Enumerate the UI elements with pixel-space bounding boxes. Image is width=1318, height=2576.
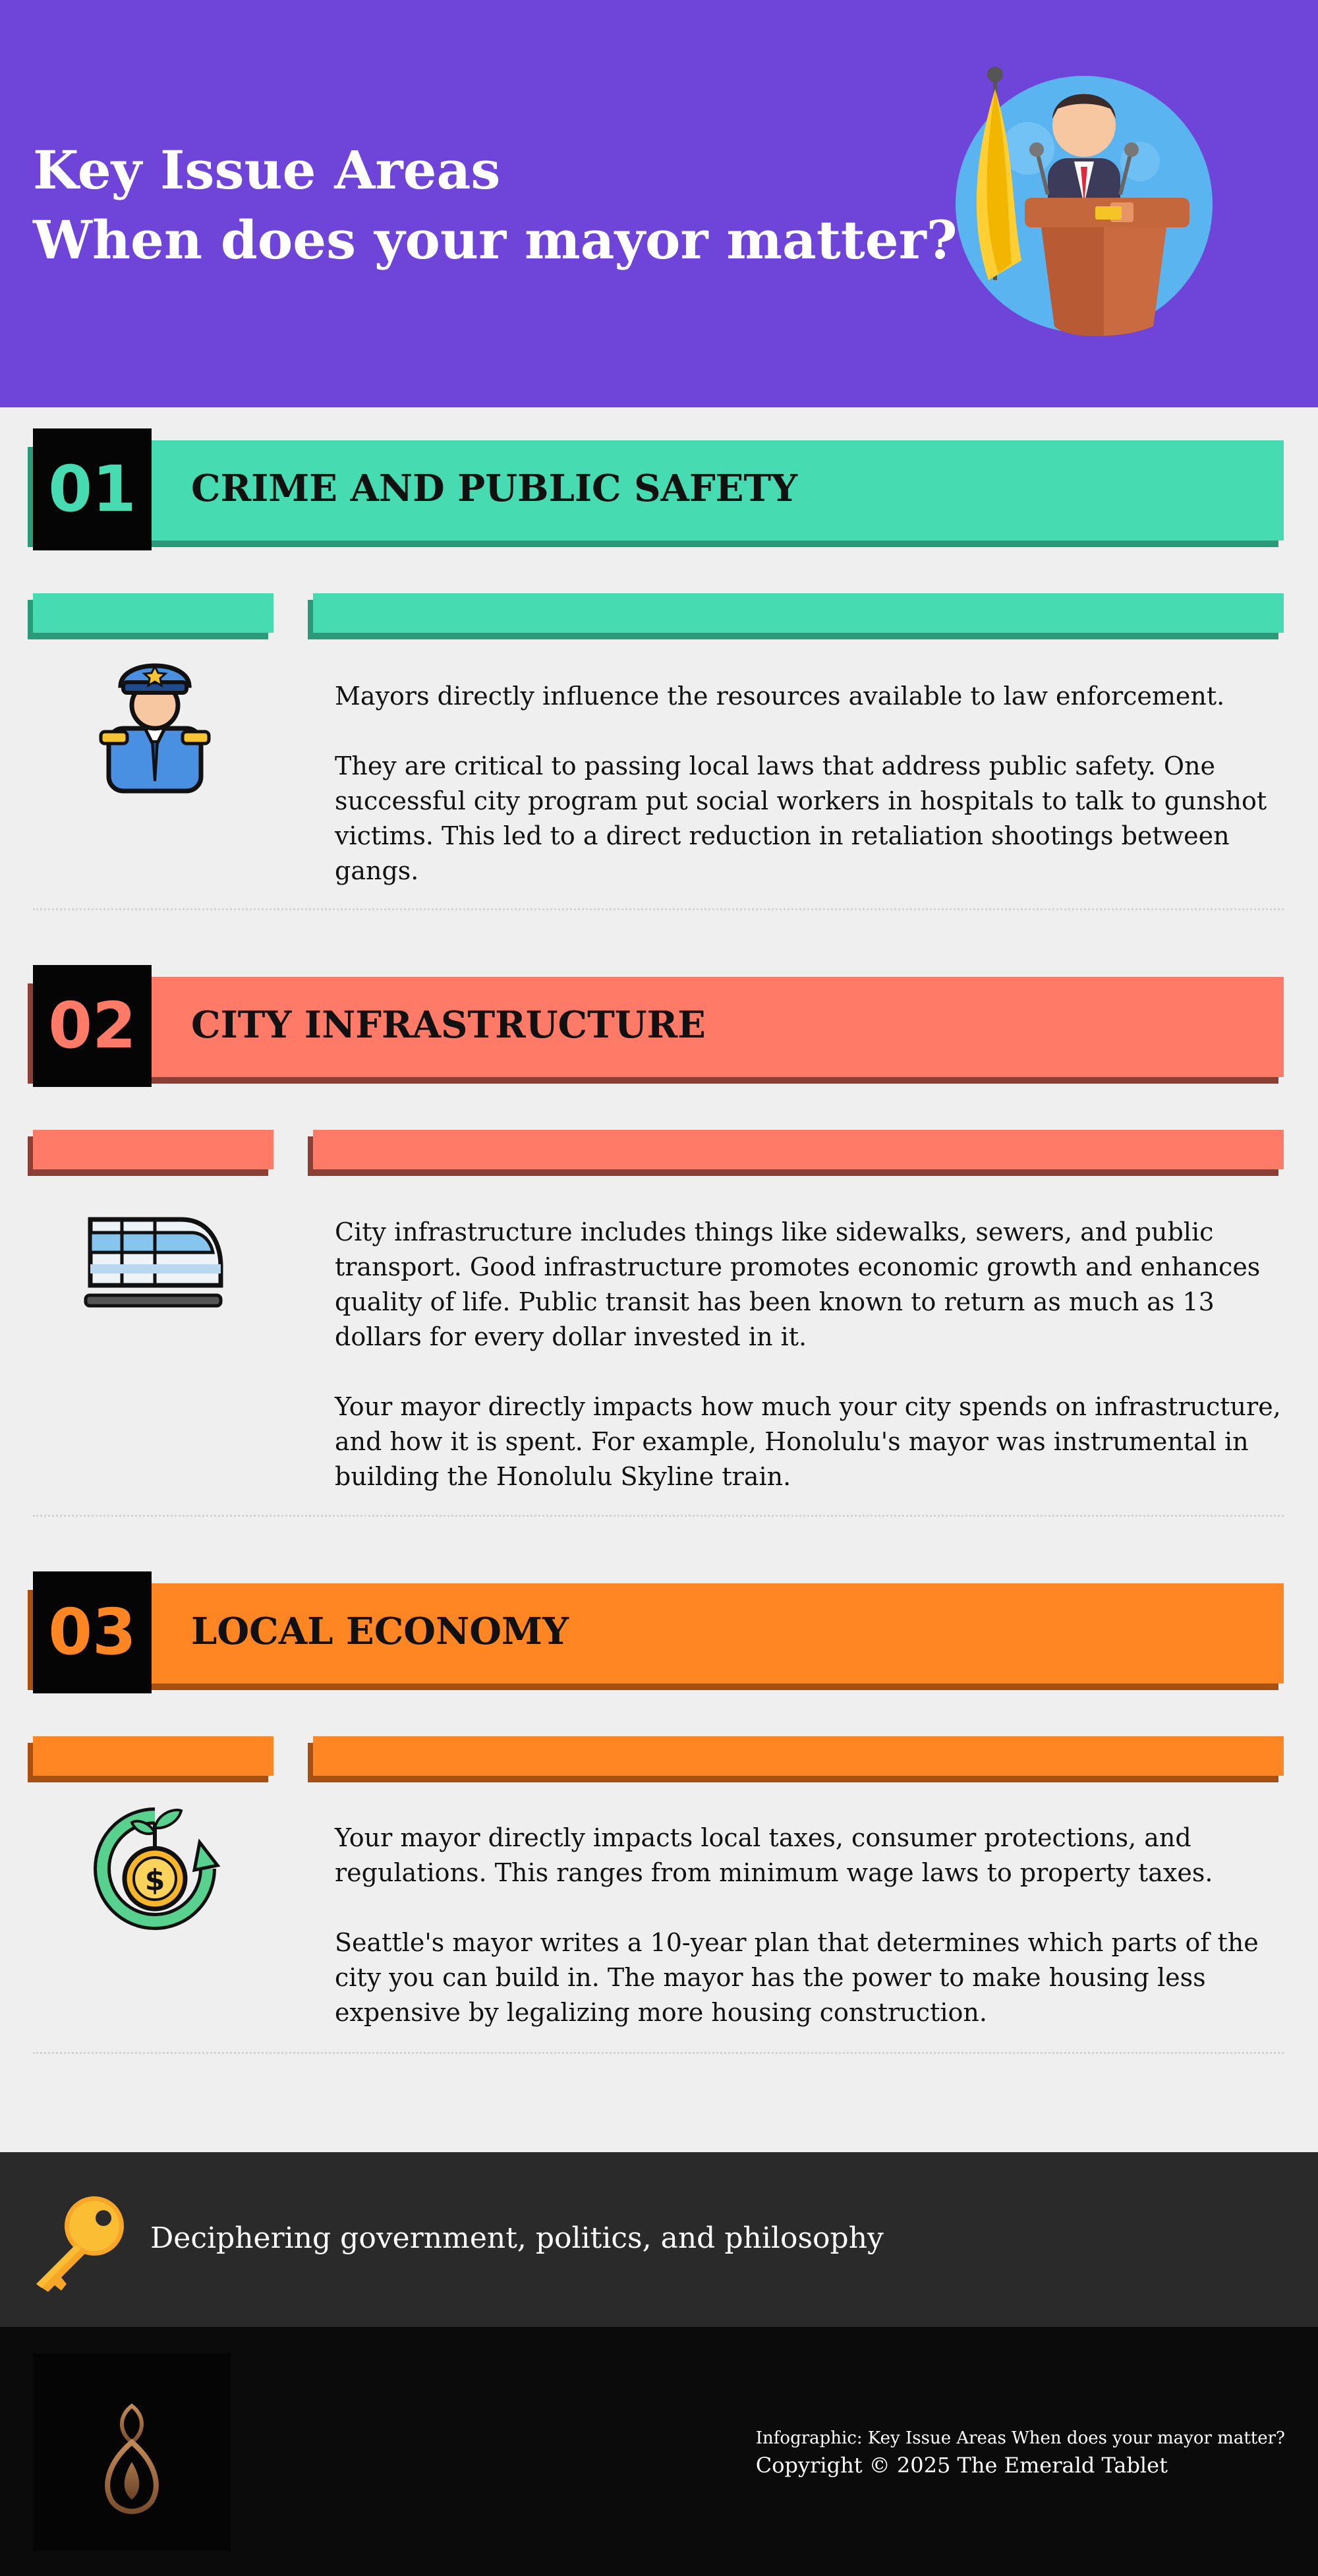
- section-2-body: [335, 1215, 1284, 1494]
- footer-copyright: Copyright © 2025 The Emerald Tablet: [755, 2453, 1168, 2478]
- section-1-body: [335, 679, 1284, 889]
- section-3-body: [335, 1821, 1284, 2030]
- section-1-number: 01: [48, 452, 136, 526]
- section-1-number-box: [33, 428, 152, 550]
- title-line-2: When does your mayor matter?: [33, 209, 958, 271]
- section-2-number-box: [33, 965, 152, 1087]
- mayor-at-podium-icon: [949, 63, 1219, 346]
- section-1-strip-right: [313, 593, 1284, 633]
- section-3-number: 03: [48, 1595, 136, 1669]
- emerald-tablet-logo: [33, 2353, 231, 2551]
- section-3-strip-right: [313, 1736, 1284, 1776]
- tagline-bar: [0, 2152, 1318, 2327]
- train-icon: [82, 1193, 227, 1338]
- svg-text:$: $: [144, 1863, 165, 1897]
- footer: [0, 2327, 1318, 2576]
- section-1-paragraph-1: Mayors directly influence the resources available to law enforcement.: [335, 682, 1225, 711]
- section-1-strip-left: [33, 593, 273, 633]
- section-1-title: CRIME AND PUBLIC SAFETY: [191, 467, 798, 510]
- section-3-title: LOCAL ECONOMY: [191, 1610, 569, 1653]
- footer-infographic-title: Infographic: Key Issue Areas When does your mayor matter?: [755, 2428, 1285, 2448]
- logo-box: [33, 2353, 231, 2551]
- tagline-text: Deciphering government, politics, and philosophy: [150, 2221, 884, 2255]
- section-1-divider: [33, 908, 1284, 910]
- section-2-divider: [33, 1515, 1284, 1517]
- section-3-number-box: [33, 1571, 152, 1693]
- section-3-paragraph-2: Seattle's mayor writes a 10-year plan that determines which parts of the city you can build in. The mayor has the power to make housing less expensive by legalizing more housing construction.: [335, 1928, 1259, 2027]
- footer-credit: [756, 2426, 1285, 2480]
- section-3-paragraph-1: Your mayor directly impacts local taxes, consumer protections, and regulations. This ranges from minimum wage laws to property taxes.: [335, 1823, 1213, 1887]
- section-2-title: CITY INFRASTRUCTURE: [191, 1003, 706, 1047]
- section-2-strip-right: [313, 1130, 1284, 1169]
- section-2-number: 02: [48, 989, 136, 1063]
- section-2-paragraph-2: Your mayor directly impacts how much your city spends on infrastructure, and how it is spent. For example, Honolulu's mayor was instrumental in building the Honolulu Skyline train.: [335, 1392, 1281, 1491]
- page-title: [33, 135, 958, 275]
- header-banner: [0, 0, 1318, 407]
- money-growth-icon: [82, 1796, 227, 1941]
- section-2-paragraph-1: City infrastructure includes things like sidewalks, sewers, and public transport. Good infrastructure promotes economic growth and enhances quality of life. Public transit has been known to return as much as 13 dollars for every dollar invested in it.: [335, 1217, 1261, 1351]
- title-line-1: Key Issue Areas: [33, 139, 501, 201]
- section-3-strip-left: [33, 1736, 273, 1776]
- police-officer-icon: [82, 649, 227, 794]
- key-icon: [30, 2192, 129, 2294]
- section-2-strip-left: [33, 1130, 273, 1169]
- section-3-divider: [33, 2052, 1284, 2054]
- section-1-paragraph-2: They are critical to passing local laws that address public safety. One successful city program put social workers in hospitals to talk to gunshot victims. This led to a direct reduction in retaliation shootings between gangs.: [335, 751, 1267, 885]
